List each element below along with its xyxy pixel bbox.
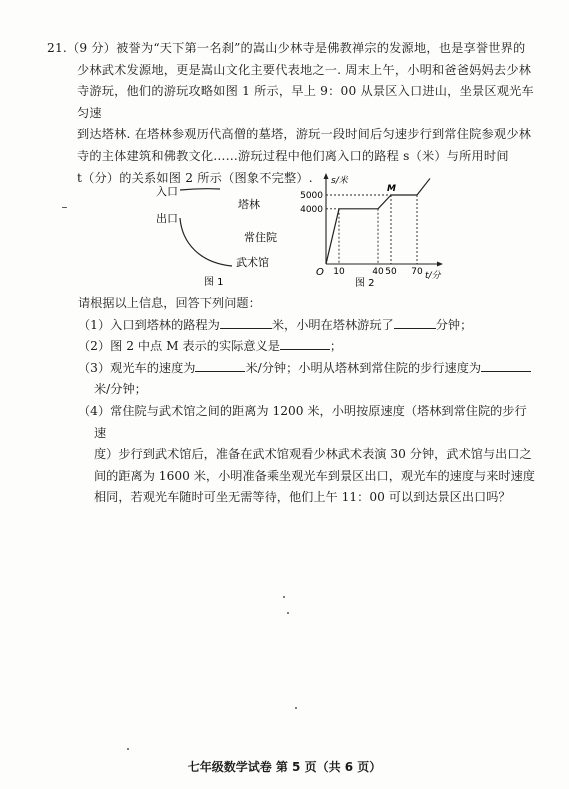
problem-line-6: t（分）的关系如图 2 所示（图象不完整）. bbox=[77, 170, 313, 185]
q4-line-1: （4）常住院与武术馆之间的距离为 1200 米，小明按原速度（塔林到常住院的步行速 bbox=[78, 403, 527, 440]
q3-text-a: （3）观光车的速度为 bbox=[78, 360, 196, 375]
x-tick-label: 50 bbox=[385, 267, 397, 277]
x-tick-label: 70 bbox=[411, 267, 423, 277]
graph-segment bbox=[378, 195, 391, 209]
x-tick-label: 10 bbox=[333, 267, 345, 277]
problem-line-2: 少林武术发源地，更是嵩山文化主要代表地之一. 周末上午，小明和爸爸妈妈去少林 bbox=[77, 62, 532, 77]
q2-text-b: ； bbox=[329, 339, 343, 354]
question-2 bbox=[78, 336, 538, 358]
question-1 bbox=[78, 315, 538, 337]
fig1-changzhuyuan-label: 常住院 bbox=[244, 231, 277, 244]
questions bbox=[78, 293, 538, 509]
y-axis-arrow bbox=[324, 173, 329, 179]
problem-text bbox=[47, 38, 537, 189]
q4-line-2: 度）步行到武术馆后，准备在武术馆观看少林武术表演 30 分钟，武术馆与出口之 bbox=[94, 447, 532, 462]
scan-speck bbox=[127, 748, 129, 750]
q1-text-c: 分钟； bbox=[435, 317, 473, 332]
q3-text-b: 米/分钟；小明从塔林到常住院的步行速度为 bbox=[245, 360, 482, 375]
figure-1 bbox=[140, 178, 300, 290]
x-tick-label: 40 bbox=[372, 267, 384, 277]
scan-speck bbox=[287, 612, 289, 614]
q3-blank-bus-speed[interactable] bbox=[195, 359, 245, 372]
intro-line: 请根据以上信息，回答下列问题： bbox=[78, 296, 261, 310]
problem-line-1: 21.（9 分）被誉为“天下第一名刹”的嵩山少林寺是佛教禅宗的发源地，也是享誉世界的 bbox=[47, 41, 526, 55]
graph-segment-extension bbox=[417, 178, 430, 195]
q3-blank-walk-speed[interactable] bbox=[481, 359, 531, 372]
q4-line-3: 间的距离为 1600 米，小明准备乘坐观光车到景区出口，观光车的速度与来时速度 bbox=[94, 468, 535, 483]
q4-line-4: 相同，若观光车随时可坐无需等待，他们上午 11：00 可以到达景区出口吗？ bbox=[94, 490, 511, 505]
graph-segment bbox=[326, 209, 339, 264]
x-axis-label: t/分 bbox=[425, 271, 441, 281]
path-entrance-talin bbox=[180, 189, 220, 190]
page-footer: 七年级数学试卷 第 5 页（共 6 页） bbox=[187, 760, 382, 774]
y-tick-label: 5000 bbox=[300, 191, 323, 201]
question-3 bbox=[78, 358, 538, 380]
q1-blank-distance[interactable] bbox=[220, 316, 272, 329]
path-exit-curve bbox=[180, 218, 232, 266]
scan-speck bbox=[295, 707, 297, 709]
fig1-wushuguan-label: 武术馆 bbox=[236, 256, 269, 269]
q2-text-a: （2）图 2 中点 M 表示的实际意义是 bbox=[78, 339, 280, 354]
y-axis-label: s/米 bbox=[331, 176, 348, 186]
question-4 bbox=[78, 401, 538, 509]
problem-line-3: 寺游玩，他们的游玩攻略如图 1 所示，早上 9：00 从景区入口进山，坐景区观光车匀速 bbox=[77, 84, 534, 120]
q1-text-a: （1）入口到塔林的路程为 bbox=[78, 317, 220, 332]
problem-line-5: 寺的主体建筑和佛教文化……游玩过程中他们离入口的路程 s（米）与所用时间 bbox=[77, 148, 509, 163]
q2-blank-meaning[interactable] bbox=[280, 337, 330, 350]
figure-2-chart bbox=[290, 170, 455, 290]
scan-speck bbox=[283, 596, 285, 598]
q1-blank-minutes[interactable] bbox=[394, 316, 436, 329]
problem-line-4: 到达塔林. 在塔林参观历代高僧的墓塔，游玩一段时间后匀速步行到常住院参观少林 bbox=[77, 127, 532, 142]
fig1-exit-label: 出口 bbox=[156, 212, 178, 225]
scan-speck bbox=[62, 207, 67, 208]
y-tick-label: 4000 bbox=[300, 204, 323, 215]
fig1-entrance-label: 入口 bbox=[156, 185, 178, 198]
fig2-caption: 图 2 bbox=[355, 278, 375, 289]
origin-label: O bbox=[316, 267, 324, 278]
q1-text-b: 米，小明在塔林游玩了 bbox=[271, 317, 394, 332]
fig1-caption: 图 1 bbox=[204, 277, 224, 288]
point-m-label: M bbox=[387, 184, 396, 194]
x-axis-arrow bbox=[437, 262, 443, 267]
fig1-talin-label: 塔林 bbox=[238, 198, 260, 211]
q3-text-c: 米/分钟； bbox=[94, 382, 147, 397]
